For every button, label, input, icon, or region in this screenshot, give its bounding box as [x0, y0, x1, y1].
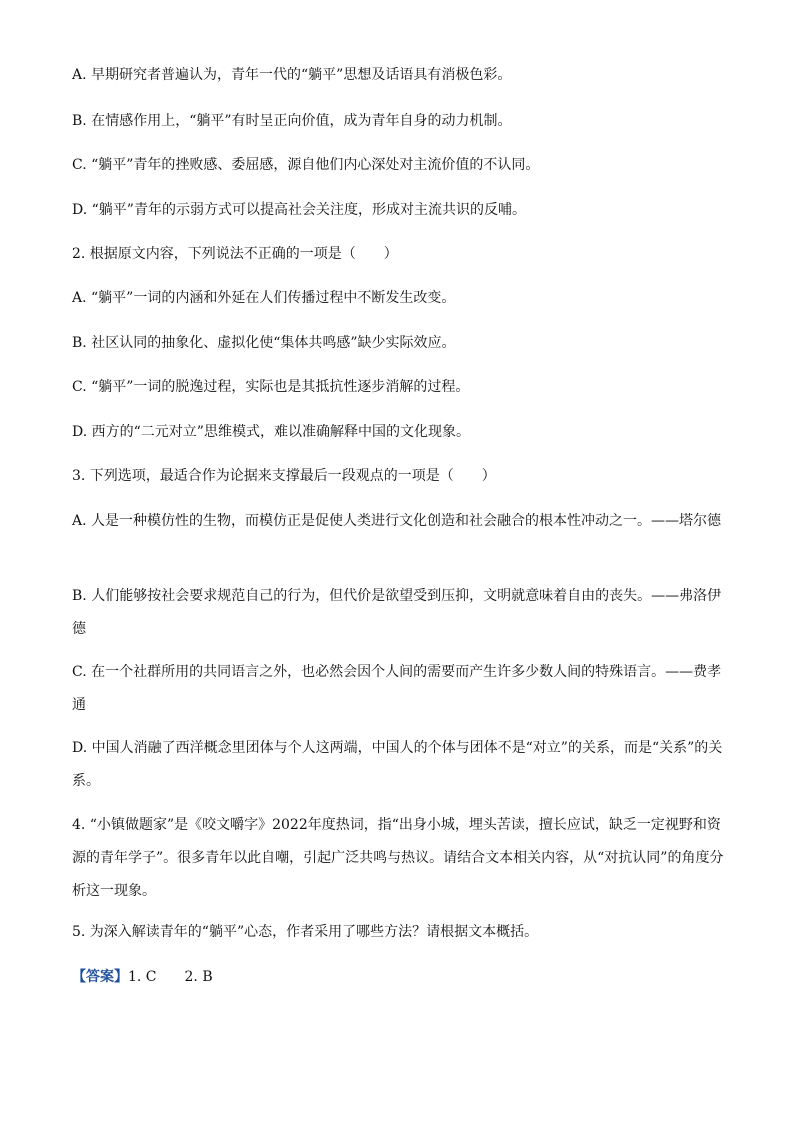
q5-question: 5. 为深入解读青年的“躺平”心态，作者采用了哪些方法？请根据文本概括。: [72, 924, 539, 940]
q1-option-a: A. 早期研究者普遍认为，青年一代的“躺平”思想及话语具有消极色彩。: [72, 67, 512, 83]
q2-option-b: B. 社区认同的抽象化、虚拟化使“集体共鸣感”缺少实际效应。: [72, 335, 456, 351]
q3-option-c: C. 在一个社群所用的共同语言之外，也必然会因个人间的需要而产生许多少数人间的特殊语言。——费孝通: [72, 664, 722, 713]
answer-tag: 【答案】: [72, 969, 128, 985]
q2-option-a: A. “躺平”一词的内涵和外延在人们传播过程中不断发生改变。: [72, 290, 456, 306]
q1-option-d: D. “躺平”青年的示弱方式可以提高社会关注度，形成对主流共识的反哺。: [72, 202, 526, 218]
q2-stem: 2. 根据原文内容，下列说法不正确的一项是（ ）: [72, 246, 398, 262]
answer-line: [72, 960, 724, 994]
q4-question: 4. “小镇做题家”是《咬文嚼字》2022年度热词，指“出身小城，埋头苦读，擅长应试，缺乏一定视野和资源的青年学子”。很多青年以此自嘲，引起广泛共鸣与热议。请结合文本相关内容，从“对抗认同”的角度分析这一现象。: [72, 817, 724, 899]
q1-option-c: C. “躺平”青年的挫败感、委屈感，源自他们内心深处对主流价值的不认同。: [72, 157, 540, 173]
q2-option-c: C. “躺平”一词的脱逸过程，实际也是其抵抗性逐步消解的过程。: [72, 379, 470, 395]
q3-option-a: A. 人是一种模仿性的生物，而模仿正是促使人类进行文化创造和社会融合的根本性冲动之一。——塔尔德: [72, 513, 722, 529]
q1-option-b: B. 在情感作用上，“躺平”有时呈正向价值，成为青年自身的动力机制。: [72, 113, 512, 129]
q2-option-d: D. 西方的“二元对立”思维模式，难以准确解释中国的文化现象。: [72, 424, 470, 440]
q3-option-b: B. 人们能够按社会要求规范自己的行为，但代价是欲望受到压抑，文明就意味着自由的丧失。——弗洛伊德: [72, 588, 722, 637]
answer-text: 1. C 2. B: [128, 969, 213, 985]
q3-stem: 3. 下列选项，最适合作为论据来支撑最后一段观点的一项是（ ）: [72, 468, 496, 484]
q3-option-d: D. 中国人消融了西洋概念里团体与个人这两端，中国人的个体与团体不是“对立”的关系，而是“关系”的关系。: [72, 740, 723, 789]
